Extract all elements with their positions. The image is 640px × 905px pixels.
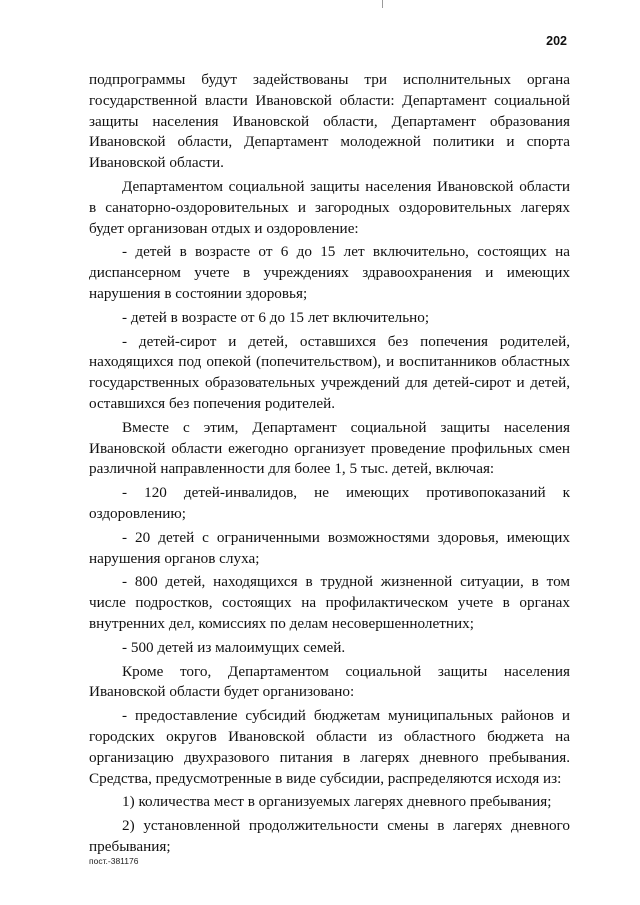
list-item: - детей-сирот и детей, оставшихся без попечения родителей, находящихся под опекой (попечительством), и воспитанников областных государственных образовательных учреждений для детей-сирот и детей, оставшихся без попечения родителей.: [89, 332, 570, 412]
list-item: - детей в возрасте от 6 до 15 лет включительно;: [122, 308, 430, 326]
paragraph-social-dept: Департаментом социальной защиты населения Ивановской области в санаторно-оздоровительных и загородных оздоровительных лагерях будет организован отдых и оздоровление:: [89, 177, 570, 237]
list-item: - предоставление субсидий бюджетам муниципальных районов и городских округов Ивановской области из областного бюджета на организацию двухразового питания в лагерях дневного пребывания. Средства, предусмотренные в виде субсидии, распределяются исходя из:: [89, 707, 570, 787]
list-item: 1) количества мест в организуемых лагерях дневного пребывания;: [122, 793, 552, 811]
list-item: - детей в возрасте от 6 до 15 лет включительно, состоящих на диспансерном учете в учреждениях здравоохранения и имеющих нарушения в состоянии здоровья;: [89, 243, 570, 302]
list-item: - 120 детей-инвалидов, не имеющих противопоказаний к оздоровлению;: [89, 484, 570, 522]
list-item: - 800 детей, находящихся в трудной жизненной ситуации, в том числе подростков, состоящих на профилактическом учете в органах внутренних дел, комиссиях по делам несовершеннолетних;: [89, 573, 570, 632]
scan-mark: [382, 0, 383, 8]
paragraph-intro: подпрограммы будут задействованы три исполнительных органа государственной власти Ивановской области: Департамент социальной защиты населения Ивановской области, Департамент образования Ивановской области, Департамент молодежной политики и спорта Ивановской области.: [89, 71, 570, 172]
document-body: [89, 70, 570, 861]
paragraph-profile-shifts: Вместе с этим, Департамент социальной защиты населения Ивановской области ежегодно организует проведение профильных смен различной направленности для более 1, 5 тыс. детей, включая:: [89, 418, 570, 478]
list-item: 2) установленной продолжительности смены в лагерях дневного пребывания;: [89, 817, 570, 855]
footer-code: пост.-381176: [89, 856, 139, 866]
list-item: - 20 детей с ограниченными возможностями здоровья, имеющих нарушения органов слуха;: [89, 528, 570, 567]
page-number: 202: [546, 34, 567, 48]
paragraph-also: Кроме того, Департаментом социальной защиты населения Ивановской области будет организовано:: [89, 662, 570, 701]
list-item: - 500 детей из малоимущих семей.: [122, 638, 346, 656]
